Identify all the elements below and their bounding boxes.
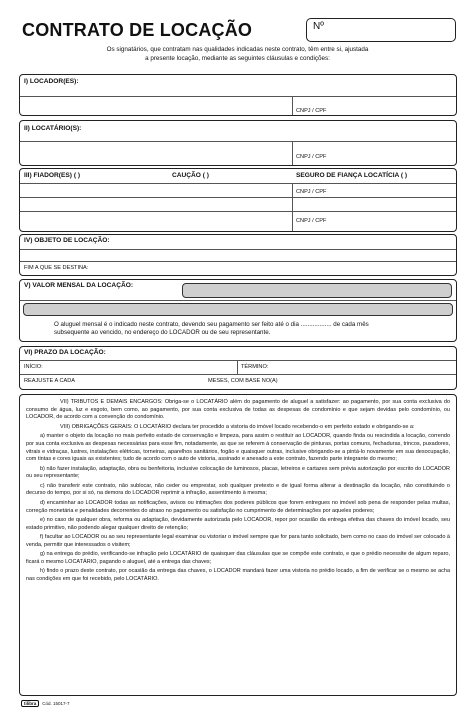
caucao-label: CAUÇÃO ( )	[172, 172, 209, 179]
clause-obrigacoes: VIII) OBRIGAÇÕES GERAIS: O LOCATÁRIO declara ter procedido a vistoria do imóvel locado recebendo-o em perfeito estado e obrigando-se a:	[60, 423, 415, 430]
locatario-divider	[292, 142, 293, 165]
locador-cnpj-label: CNPJ / CPF	[296, 108, 327, 114]
clause-f: f) facultar ao LOCADOR ou ao seu representante legal examinar ou vistoriar o imóvel sempre que for para tanto solicitado, bem como no caso do imóvel ser colocado à venda, permitir que interessados o visitem;	[26, 534, 450, 548]
page-title: CONTRATO DE LOCAÇÃO	[22, 20, 253, 40]
meses-label: MESES, COM BASE NO(A)	[208, 378, 278, 384]
intro-line-2: a presente locação, mediante as seguintes cláusulas e condições:	[145, 55, 330, 62]
clause-a: a) manter o objeto da locação no mais perfeito estado de conservação e limpeza, para assim o restituir ao LOCADOR, quando finda ou rescindida a locação, correndo por sua conta exclusiva as despesas necessárias para esse fim, notadamente, as que se referem à conservação de pinturas, portas comuns, fechaduras, trincos, puxadores, vitrais e vidraças, lustres, instalações elétricas, torneiras, aparelhos sanitários, fogão e quaisquer outras, inclusive obrigando-se a pintá-lo novamente em sua desocupação, com tintas e cores iguais as existentes; tudo de acordo com o auto de vistoria, assinado e anexado a este contrato, fazendo parte integrante do mesmo;	[26, 433, 450, 463]
objeto-label: IV) OBJETO DE LOCAÇÃO:	[24, 237, 110, 244]
fiador-cnpj-label-2: CNPJ / CPF	[296, 218, 327, 224]
fiador-divider	[292, 184, 293, 231]
valor-text-2: subsequente ao vencido, no endereço do LOCADOR ou de seu representante.	[54, 329, 271, 336]
prazo-divider	[237, 361, 238, 375]
fiador-label: III) FIADOR(ES) ( )	[24, 172, 81, 179]
clause-d: d) encaminhar ao LOCADOR todas as notificações, avisos ou intimações dos poderes públicos que forem entregues no imóvel sob pena de responder pelas multas, correção monetária e penalidades decorrentes do atraso no pagamento ou satisfação no cumprimento de determinações por aqueles poderes;	[26, 499, 450, 514]
brand-logo: tilibra	[21, 700, 39, 707]
footer	[21, 700, 70, 707]
clause-b: b) não fazer instalação, adaptação, obra ou benfeitoria, inclusive colocação de luminosos, placas, letreiros e cartazes sem prévia autorização por escrito do LOCADOR ou seu representante;	[26, 465, 450, 480]
valor-field[interactable]	[182, 283, 452, 298]
clause-e: e) no caso de qualquer obra, reforma ou adaptação, devidamente autorizada pelo LOCADOR, repor por ocasião da entrega efetiva das chaves do imóvel locado, seu estado primitivo, não podendo alegar qualquer direito de retenção;	[26, 516, 450, 531]
clause-c: c) não transferir este contrato, não sublocar, não ceder ou emprestar, sob qualquer pretexto e de igual forma alterar a destinação da locação, não constituindo o decurso do tempo, por si só, na demora do LOCADOR reprimir a infração, assentimento à mesma;	[26, 482, 450, 497]
locador-line	[20, 96, 456, 97]
locatario-line	[20, 141, 456, 142]
clauses-text	[26, 399, 450, 585]
clauses-section	[19, 394, 457, 696]
locador-divider	[292, 97, 293, 115]
locador-label: I) LOCADOR(ES):	[24, 78, 79, 85]
prazo-section	[19, 346, 457, 390]
fiador-section	[19, 168, 457, 232]
intro-line-1: Os signatários, que contratam nas qualidades indicadas neste contrato, têm entre si, ajustada	[106, 46, 369, 53]
valor-label: V) VALOR MENSAL DA LOCAÇÃO:	[24, 282, 134, 289]
clause-h: h) findo o prazo deste contrato, por ocasião da entrega das chaves, o LOCADOR mandará fazer uma vistoria no prédio locado, a fim de verificar se o mesmo se acha nas condições em que foi recebido, pelo LOCATÁRIO.	[26, 568, 450, 582]
inicio-label: INÍCIO:	[24, 364, 43, 370]
contract-number-label: Nº	[313, 21, 324, 32]
locatario-section	[19, 120, 457, 166]
seguro-fianca-label: SEGURO DE FIANÇA LOCATÍCIA ( )	[296, 172, 408, 179]
contract-number-field[interactable]	[306, 18, 456, 42]
valor-text-1: O aluguel mensal é o indicado neste contrato, devendo seu pagamento ser feito até o dia .................. de cada mês	[54, 321, 369, 328]
prazo-label: VI) PRAZO DA LOCAÇÃO:	[24, 349, 106, 356]
locatario-label: II) LOCATÁRIO(S):	[24, 125, 82, 132]
reajuste-label: REAJUSTE A CADA	[24, 378, 75, 384]
valor-extenso-field[interactable]	[23, 303, 453, 316]
destino-label: FIM A QUE SE DESTINA:	[24, 265, 89, 271]
objeto-section	[19, 234, 457, 276]
clause-g: g) na entrega do prédio, verificando-se infração pelo LOCATÁRIO de quaisquer das cláusulas que se compõe este contrato, e que o prédio necessite de algum reparo, ficará o mesmo LOCATÁRIO, pagando o aluguel, até a entrega das chaves;	[26, 551, 450, 565]
product-code: Cód. 15017-7	[42, 701, 70, 706]
fiador-cnpj-label-1: CNPJ / CPF	[296, 189, 327, 195]
intro-text	[40, 45, 435, 63]
valor-section	[19, 279, 457, 342]
termino-label: TÉRMINO:	[241, 364, 269, 370]
locatario-cnpj-label: CNPJ / CPF	[296, 154, 327, 160]
clause-tributos: VII) TRIBUTOS E DEMAIS ENCARGOS: Obriga-se o LOCATÁRIO além do pagamento de aluguel a satisfazer: ao pagamento, por sua conta exclusiva do consumo de água, luz e esgoto, bem como, ao pagamento, por sua conta exclusiva de todas as despesas de condomínio e que sejam devidas pelo condomínio, ou LOCADOR, de acordo com a convenção do condomínio.	[26, 399, 450, 421]
locador-section	[19, 74, 457, 116]
